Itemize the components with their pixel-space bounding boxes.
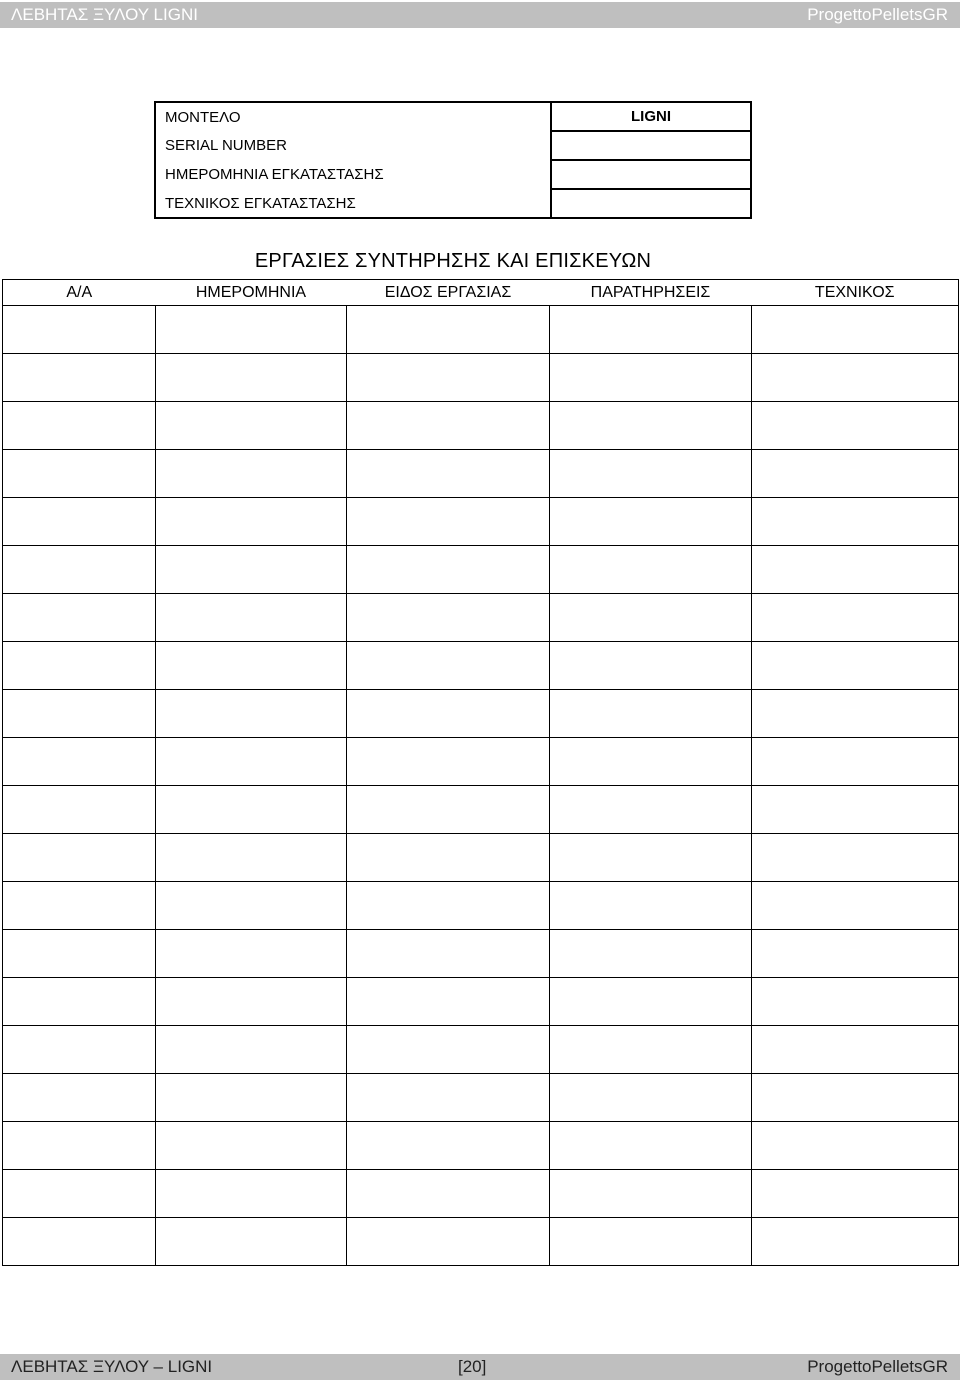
table-cell[interactable] (3, 1074, 156, 1122)
table-cell[interactable] (347, 402, 550, 450)
page-number: [20] (458, 1357, 487, 1376)
table-cell[interactable] (347, 882, 550, 930)
table-cell[interactable] (347, 354, 550, 402)
maintenance-log-table (2, 279, 959, 1266)
table-cell[interactable] (156, 642, 347, 690)
table-row (3, 930, 959, 978)
table-cell[interactable] (156, 498, 347, 546)
table-cell[interactable] (156, 882, 347, 930)
table-cell[interactable] (347, 834, 550, 882)
table-cell[interactable] (3, 1026, 156, 1074)
table-cell[interactable] (156, 978, 347, 1026)
info-row-model (155, 102, 751, 131)
table-cell[interactable] (752, 450, 959, 498)
table-cell[interactable] (752, 498, 959, 546)
table-cell[interactable] (347, 738, 550, 786)
table-cell[interactable] (3, 978, 156, 1026)
column-header-work-type: ΕΙΔΟΣ ΕΡΓΑΣΙΑΣ (347, 280, 550, 306)
table-row (3, 690, 959, 738)
info-label-install-technician: ΤΕΧΝΙΚΟΣ ΕΓΚΑΤΑΣΤΑΣΗΣ (155, 189, 551, 218)
table-cell[interactable] (752, 402, 959, 450)
header-right-text: ProgettoPelletsGR (807, 5, 948, 24)
table-row (3, 882, 959, 930)
table-cell[interactable] (3, 786, 156, 834)
table-cell[interactable] (752, 594, 959, 642)
table-row (3, 738, 959, 786)
table-cell[interactable] (3, 498, 156, 546)
table-cell[interactable] (3, 930, 156, 978)
table-cell[interactable] (752, 1122, 959, 1170)
table-cell[interactable] (752, 546, 959, 594)
table-cell[interactable] (347, 1170, 550, 1218)
table-cell[interactable] (752, 354, 959, 402)
table-cell[interactable] (347, 306, 550, 354)
info-value-model[interactable]: LIGNI (551, 102, 751, 131)
table-cell[interactable] (156, 786, 347, 834)
table-row (3, 1074, 959, 1122)
footer-right-text: ProgettoPelletsGR (807, 1357, 948, 1376)
log-body (3, 306, 959, 1266)
table-cell[interactable] (752, 1218, 959, 1266)
table-cell[interactable] (156, 354, 347, 402)
table-cell[interactable] (156, 834, 347, 882)
table-cell[interactable] (550, 690, 752, 738)
info-value-serial[interactable] (551, 131, 751, 160)
table-cell[interactable] (156, 546, 347, 594)
log-header-row (3, 280, 959, 306)
table-cell[interactable] (347, 1122, 550, 1170)
table-cell[interactable] (752, 882, 959, 930)
table-cell[interactable] (550, 402, 752, 450)
table-row (3, 402, 959, 450)
table-cell[interactable] (3, 594, 156, 642)
table-cell[interactable] (550, 498, 752, 546)
table-cell[interactable] (3, 1170, 156, 1218)
table-cell[interactable] (156, 1170, 347, 1218)
table-cell[interactable] (347, 930, 550, 978)
table-cell[interactable] (156, 402, 347, 450)
table-row (3, 354, 959, 402)
column-header-technician: ΤΕΧΝΙΚΟΣ (752, 280, 959, 306)
table-cell[interactable] (156, 1218, 347, 1266)
table-cell[interactable] (752, 642, 959, 690)
table-cell[interactable] (156, 450, 347, 498)
table-cell[interactable] (550, 738, 752, 786)
table-cell[interactable] (550, 1074, 752, 1122)
table-cell[interactable] (752, 690, 959, 738)
info-row-serial (155, 131, 751, 160)
table-cell[interactable] (752, 738, 959, 786)
table-cell[interactable] (3, 1218, 156, 1266)
table-cell[interactable] (752, 930, 959, 978)
table-cell[interactable] (752, 786, 959, 834)
table-row (3, 978, 959, 1026)
table-cell[interactable] (752, 1170, 959, 1218)
table-cell[interactable] (752, 306, 959, 354)
table-row (3, 786, 959, 834)
table-cell[interactable] (156, 738, 347, 786)
table-cell[interactable] (347, 546, 550, 594)
table-cell[interactable] (550, 354, 752, 402)
table-row (3, 1218, 959, 1266)
header-left-text: ΛΕΒΗΤΑΣ ΞΥΛΟΥ LIGNI (11, 5, 198, 24)
table-cell[interactable] (550, 642, 752, 690)
table-cell[interactable] (347, 642, 550, 690)
info-row-install-date (155, 160, 751, 189)
page-footer (0, 1354, 960, 1380)
table-cell[interactable] (550, 786, 752, 834)
column-header-date: ΗΜΕΡΟΜΗΝΙΑ (156, 280, 347, 306)
table-cell[interactable] (3, 834, 156, 882)
table-row (3, 306, 959, 354)
table-row (3, 642, 959, 690)
table-cell[interactable] (3, 882, 156, 930)
table-cell[interactable] (347, 498, 550, 546)
page-header (0, 2, 960, 28)
table-row (3, 834, 959, 882)
table-cell[interactable] (156, 594, 347, 642)
table-cell[interactable] (156, 1026, 347, 1074)
info-label-install-date: ΗΜΕΡΟΜΗΝΙΑ ΕΓΚΑΤΑΣΤΑΣΗΣ (155, 160, 551, 189)
info-label-serial: SERIAL NUMBER (155, 131, 551, 160)
table-row (3, 1122, 959, 1170)
table-cell[interactable] (3, 690, 156, 738)
info-label-model: ΜΟΝΤΕΛΟ (155, 102, 551, 131)
table-row (3, 1026, 959, 1074)
device-info-table (154, 101, 752, 219)
column-header-remarks: ΠΑΡΑΤΗΡΗΣΕΙΣ (550, 280, 752, 306)
table-cell[interactable] (752, 978, 959, 1026)
info-value-install-technician[interactable] (551, 189, 751, 218)
table-cell[interactable] (3, 546, 156, 594)
table-row (3, 450, 959, 498)
table-cell[interactable] (156, 1074, 347, 1122)
table-row (3, 546, 959, 594)
table-cell[interactable] (3, 738, 156, 786)
info-row-install-technician (155, 189, 751, 218)
column-header-aa: Α/Α (3, 280, 156, 306)
table-cell[interactable] (3, 1122, 156, 1170)
table-cell[interactable] (550, 834, 752, 882)
table-cell[interactable] (3, 306, 156, 354)
table-cell[interactable] (550, 306, 752, 354)
table-cell[interactable] (550, 1122, 752, 1170)
table-cell[interactable] (752, 1074, 959, 1122)
table-cell[interactable] (752, 834, 959, 882)
table-cell[interactable] (550, 450, 752, 498)
footer-left-text: ΛΕΒΗΤΑΣ ΞΥΛΟΥ – LIGNI (11, 1357, 213, 1376)
table-cell[interactable] (347, 978, 550, 1026)
table-cell[interactable] (3, 402, 156, 450)
table-cell[interactable] (156, 1122, 347, 1170)
table-cell[interactable] (550, 930, 752, 978)
table-cell[interactable] (550, 594, 752, 642)
table-cell[interactable] (156, 690, 347, 738)
table-cell[interactable] (550, 1170, 752, 1218)
table-cell[interactable] (347, 1074, 550, 1122)
table-cell[interactable] (550, 882, 752, 930)
table-row (3, 1170, 959, 1218)
table-cell[interactable] (347, 690, 550, 738)
table-row (3, 498, 959, 546)
table-cell[interactable] (3, 642, 156, 690)
table-cell[interactable] (347, 1026, 550, 1074)
table-cell[interactable] (550, 546, 752, 594)
table-cell[interactable] (550, 1218, 752, 1266)
table-cell[interactable] (550, 1026, 752, 1074)
section-title: ΕΡΓΑΣΙΕΣ ΣΥΝΤΗΡΗΣΗΣ ΚΑΙ ΕΠΙΣΚΕΥΩΝ (254, 250, 652, 272)
table-row (3, 594, 959, 642)
table-cell[interactable] (156, 930, 347, 978)
table-cell[interactable] (752, 1026, 959, 1074)
info-value-install-date[interactable] (551, 160, 751, 189)
table-cell[interactable] (3, 354, 156, 402)
table-cell[interactable] (347, 594, 550, 642)
table-cell[interactable] (347, 1218, 550, 1266)
table-cell[interactable] (550, 978, 752, 1026)
table-cell[interactable] (3, 450, 156, 498)
table-cell[interactable] (347, 450, 550, 498)
table-cell[interactable] (347, 786, 550, 834)
table-cell[interactable] (156, 306, 347, 354)
